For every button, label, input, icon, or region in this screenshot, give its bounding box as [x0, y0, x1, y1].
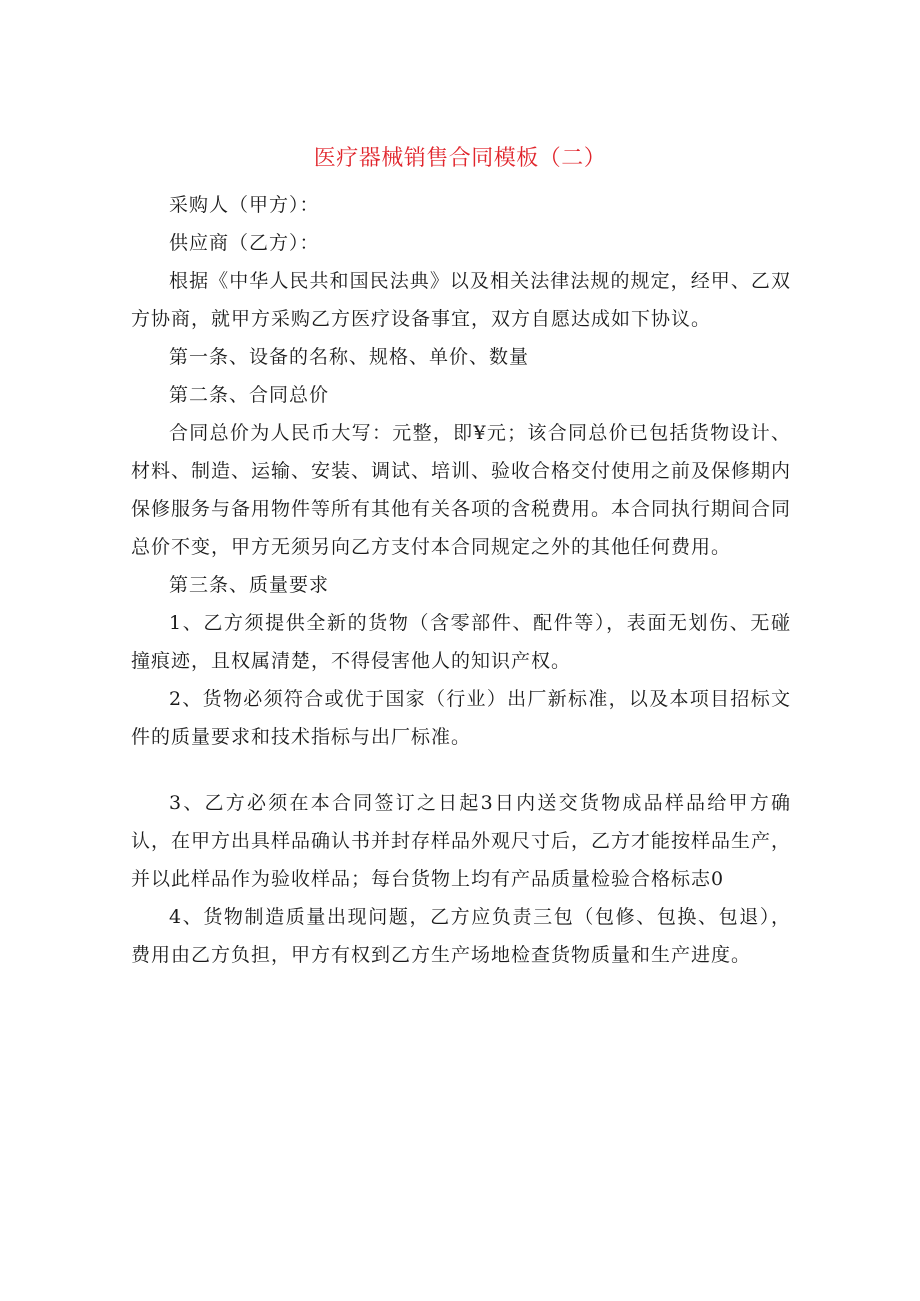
quality-item-1: 1、乙方须提供全新的货物（含零部件、配件等），表面无划伤、无碰撞痕迹，且权属清楚，不得侵害他人的知识产权。 — [131, 612, 791, 672]
document-body — [131, 186, 791, 974]
article-1-heading: 第一条、设备的名称、规格、单价、数量 — [169, 346, 530, 368]
preamble-paragraph: 根据《中华人民共和国民法典》以及相关法律法规的规定，经甲、乙双方协商，就甲方采购乙方医疗设备事宜，双方自愿达成如下协议。 — [131, 270, 791, 330]
document-title: 医疗器械销售合同模板（二） — [313, 146, 607, 171]
quality-item-2: 2、货物必须符合或优于国家（行业）出厂新标准，以及本项目招标文件的质量要求和技术指标与出厂标准。 — [131, 688, 791, 748]
party-a-line: 采购人（甲方）： — [169, 194, 320, 216]
article-3-heading: 第三条、质量要求 — [169, 574, 330, 596]
quality-item-3: 3、乙方必须在本合同签订之日起3日内送交货物成品样品给甲方确认，在甲方出具样品确认书并封存样品外观尺寸后，乙方才能按样品生产，并以此样品作为验收样品；每台货物上均有产品质量检验合格标志0 — [131, 792, 792, 890]
total-price-paragraph: 合同总价为人民币大写：元整，即¥元；该合同总价已包括货物设计、材料、制造、运输、安装、调试、培训、验收合格交付使用之前及保修期内保修服务与备用物件等所有其他有关各项的含税费用。本合同执行期间合同总价不变，甲方无须另向乙方支付本合同规定之外的其他任何费用。 — [131, 422, 792, 558]
party-b-line: 供应商（乙方）： — [169, 232, 320, 254]
quality-item-4: 4、货物制造质量出现问题，乙方应负责三包（包修、包换、包退），费用由乙方负担，甲方有权到乙方生产场地检查货物质量和生产进度。 — [131, 906, 791, 966]
article-2-heading: 第二条、合同总价 — [169, 384, 330, 406]
